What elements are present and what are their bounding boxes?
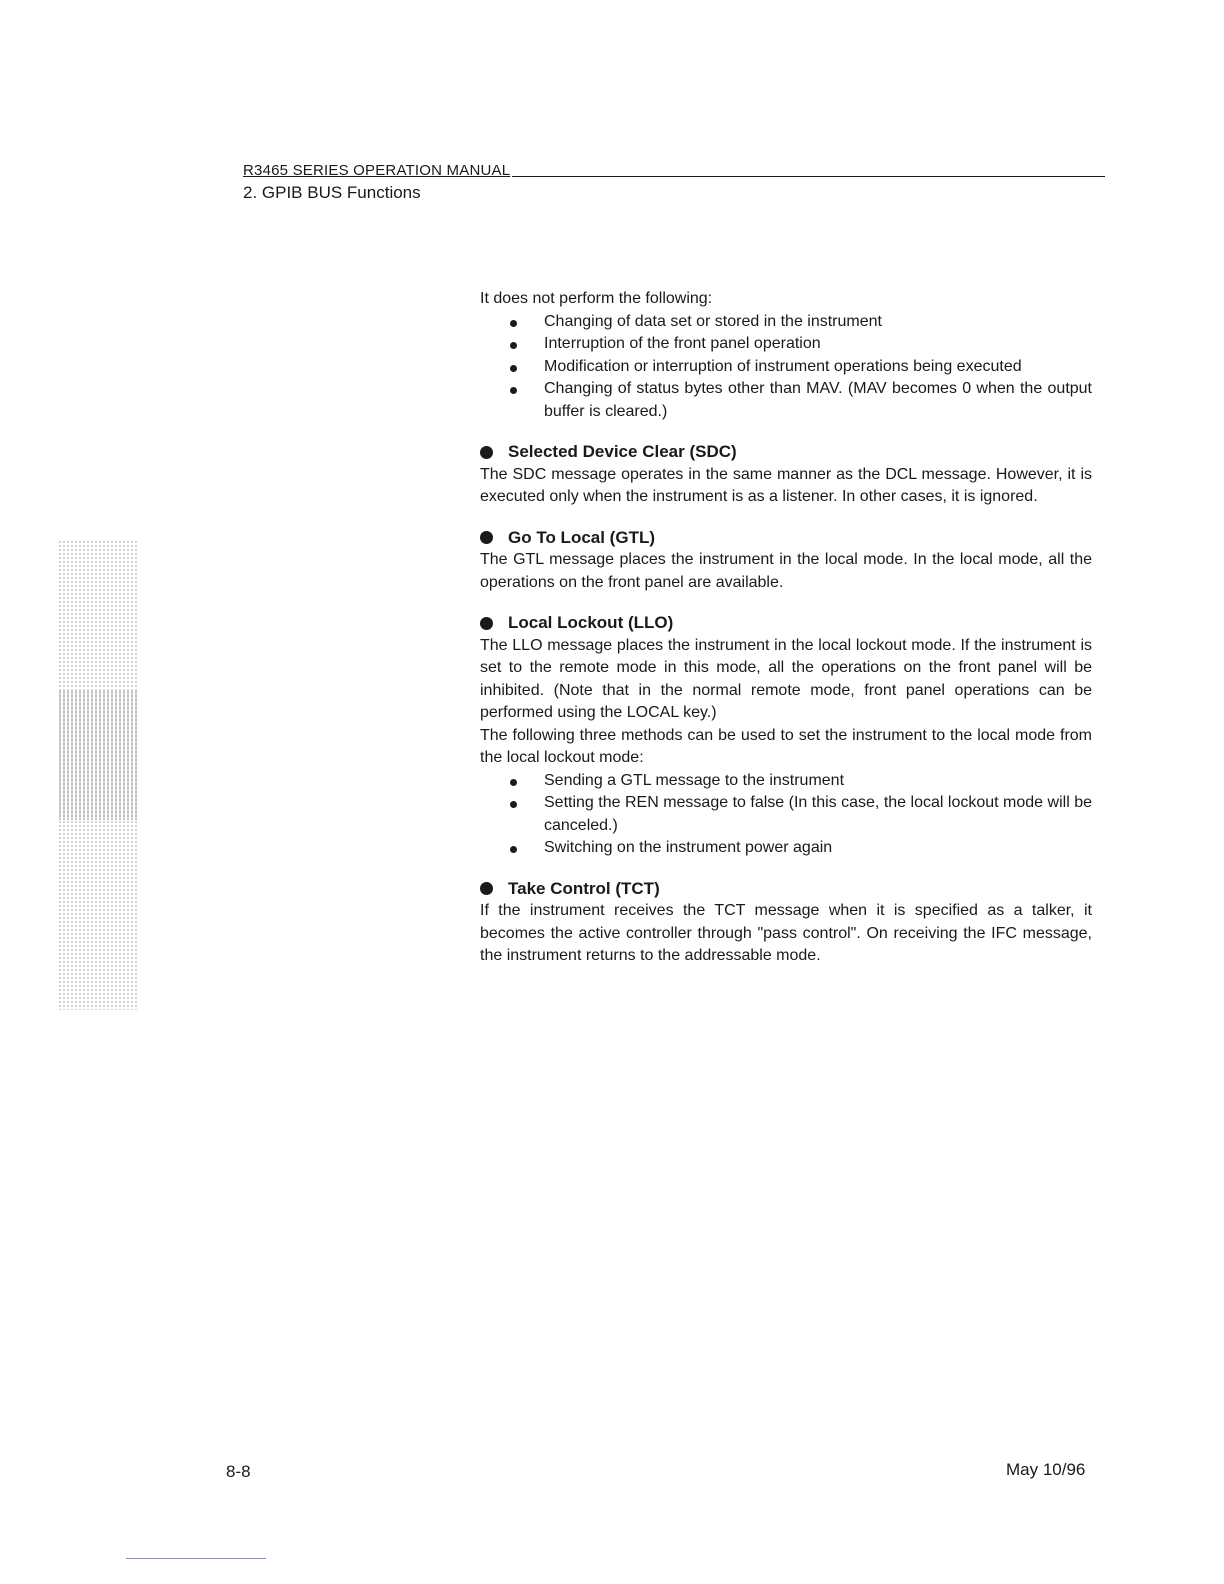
section-heading — [480, 441, 1092, 464]
bullet-icon — [510, 387, 517, 394]
page-number: 8-8 — [226, 1462, 251, 1481]
bullet-icon — [480, 531, 493, 544]
list-item-text: Switching on the instrument power again — [544, 839, 833, 856]
section-heading-text: Take Control (TCT) — [508, 878, 660, 898]
bullet-icon — [480, 617, 493, 630]
header-rule — [512, 176, 1105, 177]
section-paragraph: The following three methods can be used to set the instrument to the local mode from the local lockout mode: — [480, 726, 1092, 766]
list-item-text: Setting the REN message to false (In this case, the local lockout mode will be canceled.) — [544, 794, 1092, 834]
bullet-icon — [510, 846, 517, 853]
list-item — [544, 356, 1092, 379]
bullet-icon — [510, 365, 517, 372]
list-item — [544, 792, 1092, 837]
bullet-icon — [510, 801, 517, 808]
page-header — [243, 162, 1105, 204]
scan-edge-line — [126, 1558, 266, 1559]
section-heading-text: Local Lockout (LLO) — [508, 613, 674, 632]
list-item — [544, 311, 1092, 334]
section-title: 2. GPIB BUS Functions — [243, 183, 421, 202]
list-item — [544, 378, 1092, 423]
section-heading — [480, 612, 1092, 635]
bullet-icon — [510, 779, 517, 786]
list-item — [544, 837, 1092, 860]
list-item-text: Changing of status bytes other than MAV. (MAV becomes 0 when the output buffer is cleared.) — [544, 380, 1092, 420]
intro-text: It does not perform the following: — [480, 290, 713, 307]
section-heading — [480, 527, 1092, 550]
section-paragraph: The SDC message operates in the same manner as the DCL message. However, it is executed only when the instrument is as a listener. In other cases, it is ignored. — [480, 465, 1092, 505]
section-sdc — [480, 441, 1092, 509]
llo-bullet-list — [480, 770, 1092, 860]
body-content — [480, 288, 1092, 968]
list-item-text: Sending a GTL message to the instrument — [544, 771, 845, 789]
manual-title: R3465 SERIES OPERATION MANUAL — [243, 162, 511, 179]
section-tct — [480, 878, 1092, 968]
list-item-text: Interruption of the front panel operation — [544, 335, 821, 352]
section-paragraph: If the instrument receives the TCT message when it is specified as a talker, it becomes the active controller through "pass control". On receiving the IFC message, the instrument returns to the addressable mode. — [480, 902, 1092, 964]
list-item-text: Changing of data set or stored in the instrument — [544, 312, 882, 330]
section-heading-text: Go To Local (GTL) — [508, 527, 655, 547]
section-gtl — [480, 527, 1092, 595]
section-llo — [480, 612, 1092, 860]
section-paragraph: The GTL message places the instrument in the local mode. In the local mode, all the operations on the front panel are available. — [480, 551, 1092, 591]
intro-bullet-list — [480, 311, 1092, 424]
scan-artifact-dense — [58, 690, 138, 820]
list-item — [544, 333, 1092, 356]
bullet-icon — [480, 882, 493, 895]
bullet-icon — [510, 342, 517, 349]
section-paragraph: The LLO message places the instrument in the local lockout mode. If the instrument is set to the remote mode in this mode, all the operations on the front panel will be inhibited. (Note that in the normal remote mode, front panel operations can be performed using the LOCAL key.) — [480, 636, 1092, 721]
header-line — [243, 162, 1105, 180]
bullet-icon — [510, 320, 517, 327]
section-heading — [480, 878, 1092, 901]
page-date: May 10/96 — [1006, 1460, 1086, 1479]
list-item-text: Modification or interruption of instrument operations being executed — [544, 357, 1022, 375]
bullet-icon — [480, 446, 493, 459]
list-item — [544, 770, 1092, 793]
section-heading-text: Selected Device Clear (SDC) — [508, 442, 737, 461]
